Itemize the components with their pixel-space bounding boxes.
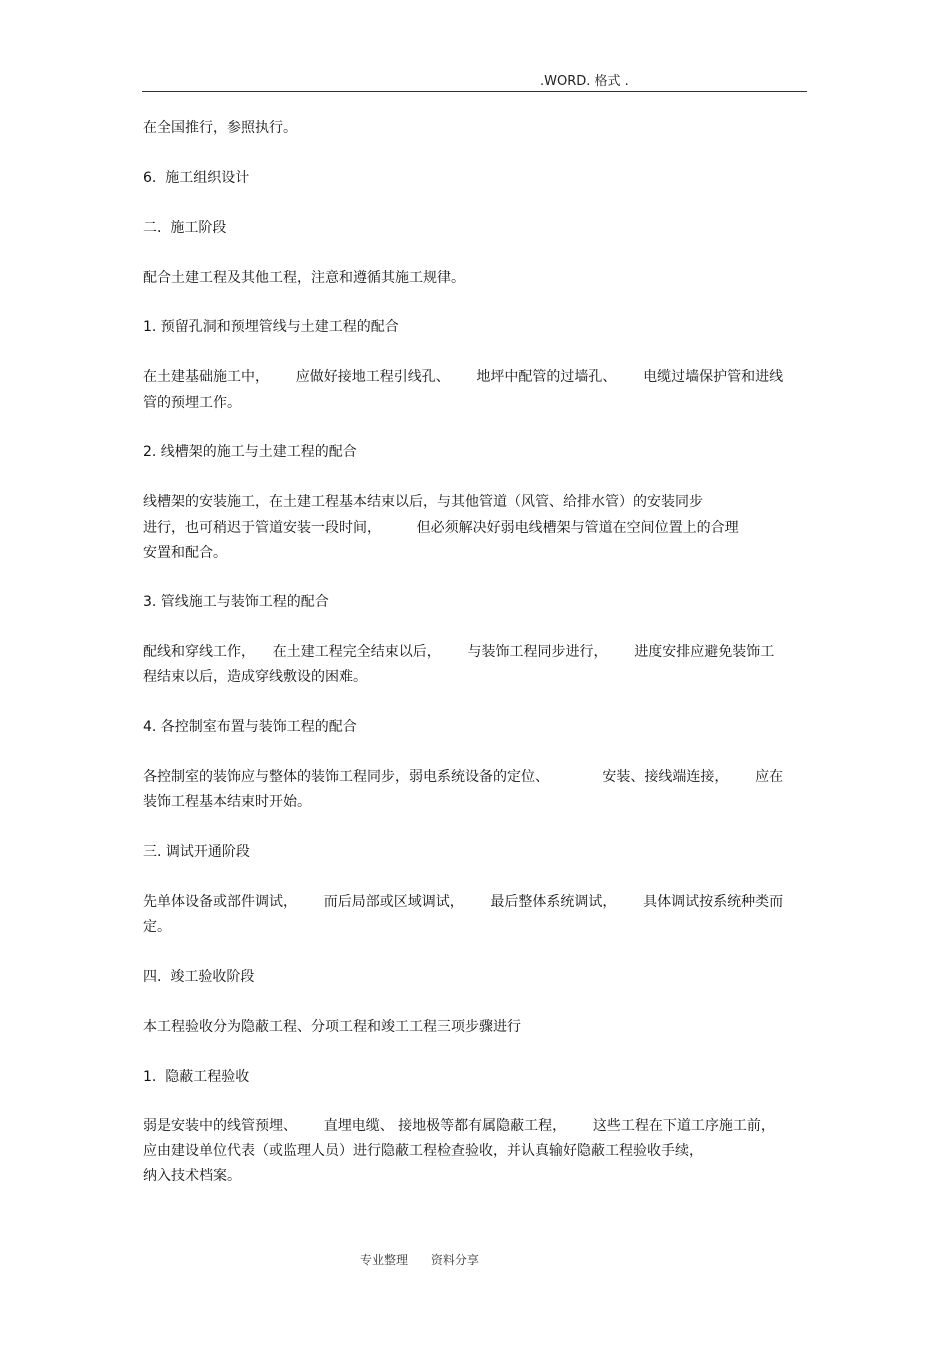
subsection-heading: 1. 预留孔洞和预埋管线与土建工程的配合 <box>143 319 399 335</box>
body-line: 装饰工程基本结束时开始。 <box>143 794 311 810</box>
section-heading: 6. 施工组织设计 <box>143 170 250 186</box>
body-line: 定。 <box>143 919 171 935</box>
body-line: 在土建基础施工中， 应做好接地工程引线孔、 地坪中配管的过墙孔、 电缆过墙保护管和进线 <box>143 369 784 385</box>
header-divider <box>142 91 807 92</box>
page-header: .WORD. 格式 . <box>540 74 629 89</box>
body-line: 本工程验收分为隐蔽工程、分项工程和竣工工程三项步骤进行 <box>143 1019 521 1035</box>
subsection-heading: 2. 线槽架的施工与土建工程的配合 <box>143 444 357 460</box>
page-footer: 专业整理 资料分享 <box>360 1253 479 1267</box>
body-line: 配合土建工程及其他工程，注意和遵循其施工规律。 <box>143 270 465 286</box>
body-line: 进行，也可稍迟于管道安装一段时间， 但必须解决好弱电线槽架与管道在空间位置上的合理 <box>143 520 739 536</box>
body-line: 弱是安装中的线管预埋、 直埋电缆、 接地极等都有属隐蔽工程， 这些工程在下道工序施工前， <box>143 1118 775 1134</box>
body-line: 在全国推行，参照执行。 <box>143 120 297 136</box>
subsection-heading: 1. 隐蔽工程验收 <box>143 1069 250 1085</box>
section-heading: 二. 施工阶段 <box>143 220 227 236</box>
body-line: 应由建设单位代表（或监理人员）进行隐蔽工程检查验收，并认真输好隐蔽工程验收手续， <box>143 1143 703 1159</box>
subsection-heading: 3. 管线施工与装饰工程的配合 <box>143 594 329 610</box>
body-line: 配线和穿线工作， 在土建工程完全结束以后， 与装饰工程同步进行， 进度安排应避免装饰工 <box>143 644 775 660</box>
body-line: 管的预埋工作。 <box>143 395 241 411</box>
body-line: 纳入技术档案。 <box>143 1168 241 1184</box>
section-heading: 四. 竣工验收阶段 <box>143 969 255 985</box>
body-line: 各控制室的装饰应与整体的装饰工程同步，弱电系统设备的定位、 安装、接线端连接， 应在 <box>143 769 784 785</box>
body-line: 先单体设备或部件调试， 而后局部或区域调试， 最后整体系统调试， 具体调试按系统种类而 <box>143 894 784 910</box>
section-heading: 三. 调试开通阶段 <box>143 844 250 860</box>
body-line: 线槽架的安装施工，在土建工程基本结束以后，与其他管道（风管、给排水管）的安装同步 <box>143 494 703 510</box>
body-line: 程结束以后，造成穿线敷设的困难。 <box>143 669 367 685</box>
subsection-heading: 4. 各控制室布置与装饰工程的配合 <box>143 719 357 735</box>
body-line: 安置和配合。 <box>143 545 227 561</box>
